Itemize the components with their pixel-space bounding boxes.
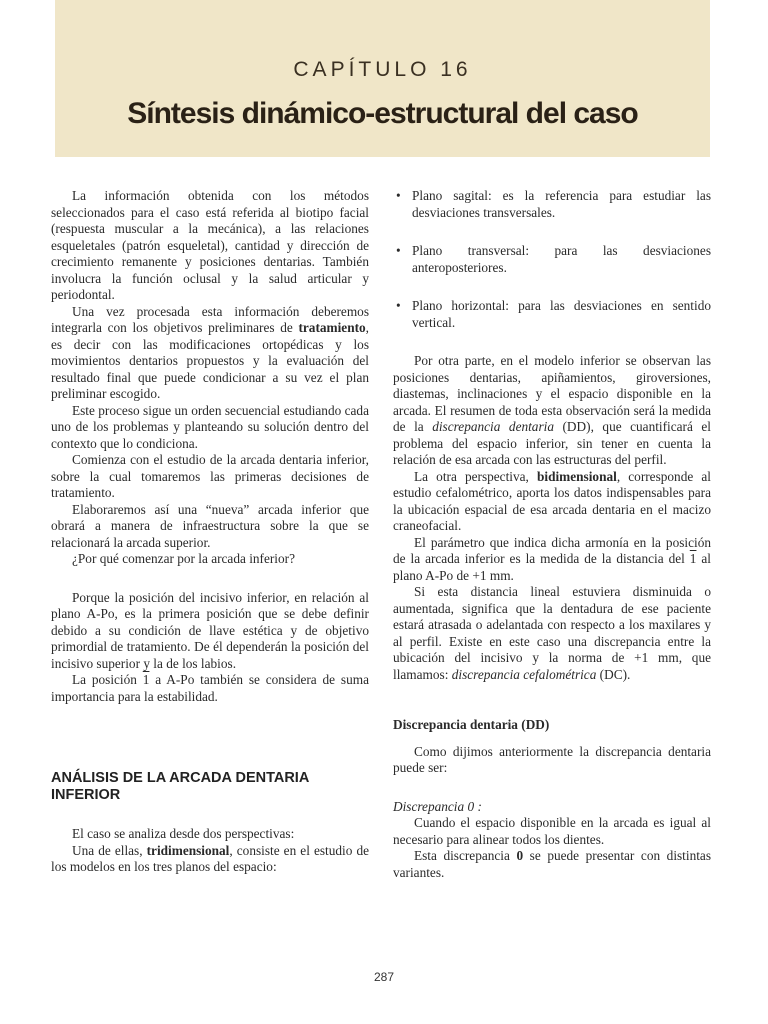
section-heading: ANÁLISIS DE LA ARCADA DENTARIA INFERIOR bbox=[51, 770, 309, 803]
paragraph: El parámetro que indica dicha armonía en la posición de la arcada inferior es la medida de la distancia del 1 al plano A-Po de +1 mm. bbox=[393, 534, 711, 583]
question-line: ¿Por qué comenzar por la arcada inferior? bbox=[72, 551, 295, 566]
chapter-label: CAPÍTULO 16 bbox=[293, 58, 472, 81]
right-column bbox=[393, 188, 711, 881]
paragraph: Este proceso sigue un orden secuencial estudiando cada uno de los problemas y planteando su solución dentro del contexto que lo condiciona. bbox=[51, 402, 369, 451]
paragraph: Esta discrepancia 0 se puede presentar con distintas variantes. bbox=[393, 848, 711, 880]
list-item: • Plano sagital: es la referencia para estudiar las desviaciones transversales. bbox=[393, 188, 711, 221]
bullet-mark: • bbox=[396, 298, 401, 313]
paragraph: Cuando el espacio disponible en la arcada es igual al necesario para alinear todos los dientes. bbox=[393, 815, 711, 847]
paragraph: Como dijimos anteriormente la discrepancia dentaria puede ser: bbox=[393, 743, 711, 775]
paragraph: Elaboraremos así una “nueva” arcada inferior que obrará a manera de infraestructura sobre la que se relacionará la arcada superior. bbox=[51, 501, 369, 550]
paragraph: Una de ellas, tridimensional, consiste en el estudio de los modelos en los tres planos del espacio: bbox=[51, 842, 370, 874]
paragraph: La otra perspectiva, bidimensional, corresponde al estudio cefalométrico, aporta los datos indispensables para la ubicación espacial de esa arcada dentaria en el macizo craneofacial. bbox=[393, 468, 711, 533]
chapter-title: Síntesis dinámico-estructural del caso bbox=[127, 97, 638, 130]
left-column bbox=[51, 188, 369, 876]
paragraph: La información obtenida con los métodos seleccionados para el caso está referida al biotipo facial (respuesta muscular a la mecánica), a las relaciones esqueletales (patrón esqueletal), cantidad y dirección de crecimiento remanente y posiciones dentarias. También involucra la función oclusal y la salud articular y periodontal. bbox=[51, 188, 369, 302]
paragraph: Por otra parte, en el modelo inferior se observan las posiciones dentarias, apiñamientos, giroversiones, diastemas, inclinaciones y el espacio disponible en la arcada. El resumen de toda esta observación será la medida de la discrepancia dentaria (DD), que cuantificará el problema del espacio inferior, sin tener en cuenta la relación de esa arcada con las estructuras del perfil. bbox=[393, 353, 712, 467]
paragraph: Una vez procesada esta información deberemos integrarla con los objetivos preliminares de tratamiento, es decir con las modificaciones ortopédicas y los movimientos dentarios propuestos y la evaluación del resultado final que puede condicionar a su vez el plan preliminar escogido. bbox=[51, 303, 369, 401]
bullet-mark: • bbox=[396, 243, 401, 258]
paragraph: Porque la posición del incisivo inferior, en relación al plano A-Po, es la primera posición que se debe definir debido a su condición de llave estética y de objetivo primordial de tratamiento. De él dependerán la posición del incisivo superior y la de los labios. bbox=[51, 589, 369, 671]
list-item: • Plano transversal: para las desviaciones anteroposteriores. bbox=[393, 243, 711, 276]
bullet-mark: • bbox=[396, 188, 401, 203]
paragraph: Si esta distancia lineal estuviera disminuida o aumentada, significa que la dentadura de ese paciente estará atrasada o adelantada con respecto a los maxilares y al perfil. Existe en este caso una discrepancia entre la ubicación del incisivo y la norma de +1 mm, que llamamos: discrepancia cefalométrica (DC). bbox=[393, 584, 711, 682]
list-item: • Plano horizontal: para las desviaciones en sentido vertical. bbox=[393, 298, 711, 331]
chapter-header-band bbox=[55, 0, 710, 157]
italic-label: Discrepancia 0 : bbox=[393, 798, 482, 814]
subheading: Discrepancia dentaria (DD) bbox=[393, 717, 550, 732]
paragraph: La posición 1 a A-Po también se considera de suma importancia para la estabilidad. bbox=[51, 672, 369, 704]
paragraph: Comienza con el estudio de la arcada dentaria inferior, sobre la cual tomaremos las primeras decisiones de tratamiento. bbox=[51, 452, 369, 500]
page-number: 287 bbox=[373, 970, 395, 984]
paragraph: El caso se analiza desde dos perspectivas: bbox=[72, 826, 295, 841]
